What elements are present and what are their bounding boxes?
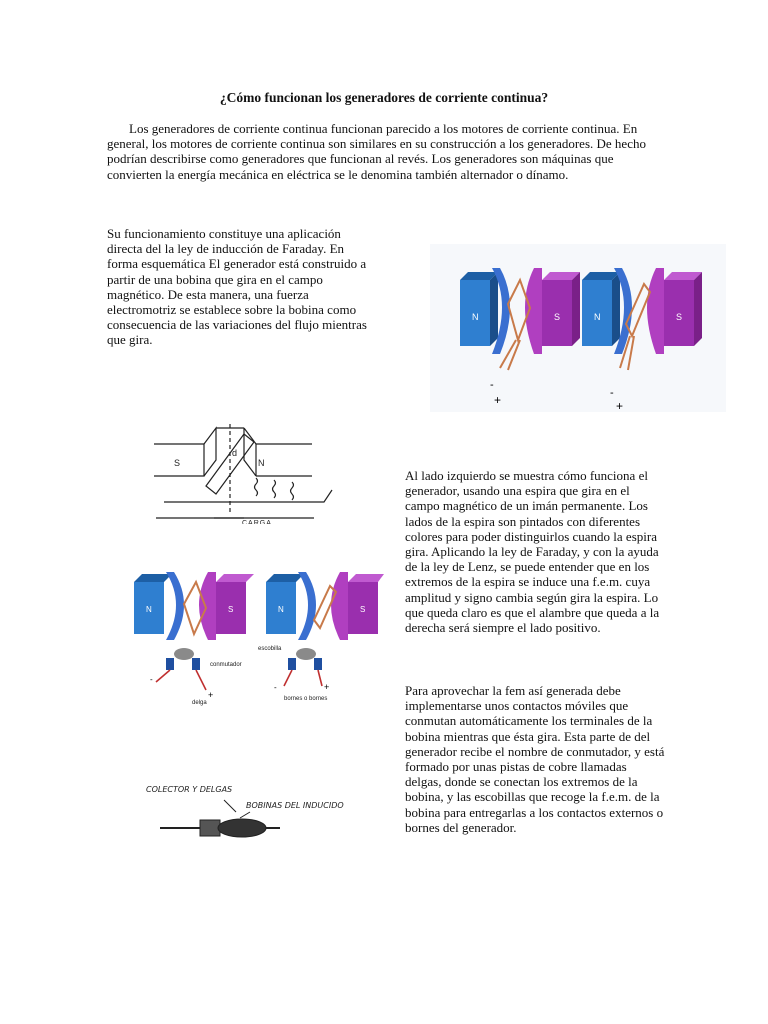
faraday-paragraph: Su funcionamiento constituye una aplicación directa del la ley de inducción de Faraday. En forma esquemática El generador está construido a partir de una bobina que gira en el campo magnético. De esta manera, una fuerza electromotriz se establece sobre la bobina como consecuencia de las variaciones del flujo mientras que gira. <box>107 226 367 348</box>
svg-text:N: N <box>146 605 152 614</box>
commutator-figure <box>126 558 388 724</box>
svg-text:+: + <box>208 690 214 700</box>
generator-sketch-figure <box>144 414 340 524</box>
armature-body <box>160 819 280 837</box>
terminal-minus: - <box>490 379 494 391</box>
north-label: N <box>472 312 479 322</box>
commutator-ring <box>296 648 316 660</box>
brush-right <box>192 658 200 670</box>
sketch-label-carga: CARGA <box>242 520 272 524</box>
sketch-label-d: d <box>232 448 238 458</box>
armature-sketch-figure <box>140 782 354 842</box>
svg-text:N: N <box>278 605 284 614</box>
commutator-generator-left <box>134 572 254 706</box>
label-delga: delga <box>192 700 207 706</box>
brush-left <box>166 658 174 670</box>
label-bobinas: BOBINAS DEL INDUCIDO <box>246 801 344 810</box>
terminal-plus: + <box>494 393 502 407</box>
commutator-generator-right <box>258 572 384 702</box>
sketch-pole-s: S <box>174 458 181 468</box>
espira-paragraph: Al lado izquierdo se muestra cómo funciona el generador, usando una espira que gira en el campo magnético de un imán permanente. Los lados de la espira son pintados con diferentes colores para poder distinguirlos cuando la espira gira. Aplicando la ley de Faraday, y con la ayuda de la ley de Lenz, se puede entender que en los extremos de la espira se induce una f.e.m. cuya amplitud y signo cambia según gira la espira. Lo que queda claro es que el alambre que queda a la derecha será siempre el lado positivo. <box>405 468 660 636</box>
label-escobilla: escobilla <box>258 646 282 652</box>
sketch-pole-n: N <box>258 458 265 468</box>
generator-loop-figure <box>430 244 726 412</box>
label-bornes: bornes o bornes <box>284 696 328 702</box>
commutator-ring <box>174 648 194 660</box>
conmutador-paragraph: Para aprovechar la fem así generada debe implementarse unos contactos móviles que conmutan automáticamente los terminales de la bobina mientras que ésta gira. Esta parte de del generador recibe el nombre de conmutador, y está formado por unas pistas de cobre llamadas delgas, donde se conectan los extremos de la bobina, y las escobillas que recoge la f.e.m. de la bobina para entregarlas a los contactos externos o bornes del generador. <box>405 683 665 835</box>
intro-paragraph: Los generadores de corriente continua funcionan parecido a los motores de corriente continua. En general, los motores de corriente continua son similares en su construcción a los generadores. De hecho podrían describirse como generadores que funcionan al revés. Los generadores son máquinas que convierten la energía mecánica en eléctrica se le denomina también alternador o dínamo. <box>107 121 646 182</box>
svg-text:+: + <box>324 682 330 692</box>
svg-text:S: S <box>360 605 366 614</box>
document-title: ¿Cómo funcionan los generadores de corriente continua? <box>219 90 549 105</box>
south-label: S <box>676 312 683 322</box>
terminal-minus: - <box>610 387 614 399</box>
terminal-plus: + <box>616 399 624 412</box>
label-colector: COLECTOR Y DELGAS <box>146 785 233 794</box>
south-label: S <box>554 312 561 322</box>
svg-text:-: - <box>274 683 277 692</box>
load-line-top <box>164 490 332 502</box>
label-conmutador: conmutador <box>210 662 242 668</box>
svg-text:-: - <box>150 675 153 684</box>
north-label: N <box>594 312 601 322</box>
svg-text:S: S <box>228 605 234 614</box>
